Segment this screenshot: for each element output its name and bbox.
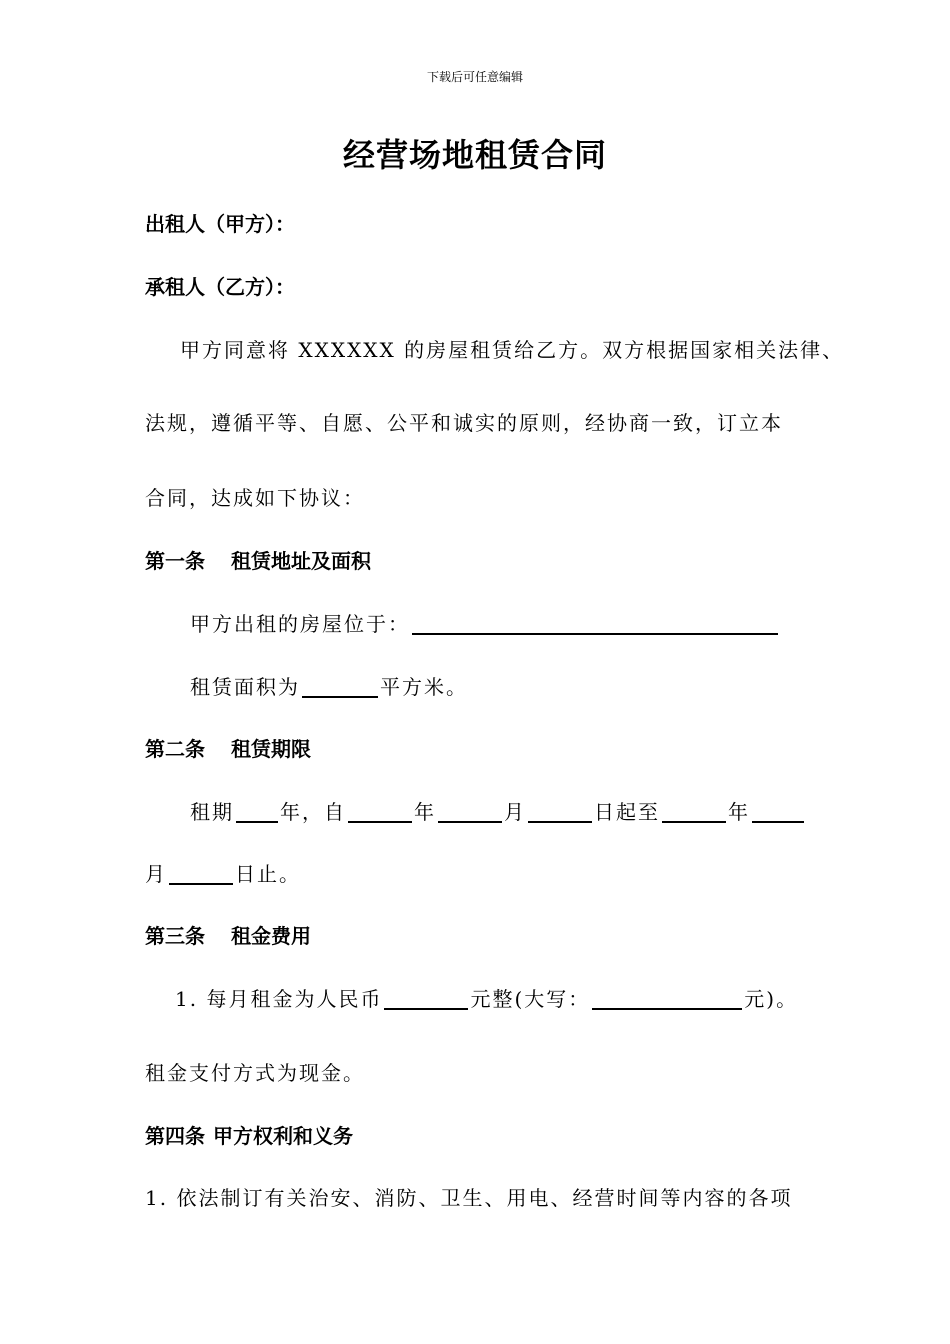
end-day-label: 日止。 xyxy=(235,862,301,886)
term-prefix: 租期 xyxy=(190,800,234,824)
area-blank[interactable] xyxy=(302,674,378,698)
article-1-heading xyxy=(145,545,371,574)
article-4-heading xyxy=(145,1120,353,1149)
rent-prefix: 1. 每月租金为人民币 xyxy=(175,987,383,1011)
article-3-title: 租金费用 xyxy=(231,924,311,948)
article-4-item-1: 1. 依法制订有关治安、消防、卫生、用电、经营时间等内容的各项 xyxy=(145,1186,793,1210)
intro-line-1: 甲方同意将 XXXXXX 的房屋租赁给乙方。双方根据国家相关法律、 xyxy=(180,338,845,362)
location-blank[interactable] xyxy=(412,611,778,635)
article-2-term-line xyxy=(190,796,806,825)
end-year-label: 年 xyxy=(728,800,750,824)
header-note: 下载后可任意编辑 xyxy=(426,70,523,84)
rent-mid: 元整(大写： xyxy=(470,987,591,1011)
rent-uppercase-blank[interactable] xyxy=(592,986,742,1010)
lessor-line: 出租人（甲方）： xyxy=(145,212,295,236)
end-day-blank[interactable] xyxy=(169,861,233,885)
start-year-blank[interactable] xyxy=(348,799,412,823)
article-2-title: 租赁期限 xyxy=(231,737,311,761)
area-prefix: 租赁面积为 xyxy=(190,675,300,699)
article-4-title: 甲方权利和义务 xyxy=(213,1124,353,1148)
start-month-blank[interactable] xyxy=(438,799,502,823)
article-3-heading xyxy=(145,920,311,949)
article-3-payment: 租金支付方式为现金。 xyxy=(145,1061,365,1085)
area-suffix: 平方米。 xyxy=(380,675,468,699)
location-label: 甲方出租的房屋位于： xyxy=(190,612,410,636)
article-3-number: 第三条 xyxy=(145,924,205,948)
rent-amount-blank[interactable] xyxy=(384,986,468,1010)
intro-line-3: 合同，达成如下协议： xyxy=(145,486,365,510)
intro-line-2: 法规，遵循平等、自愿、公平和诚实的原则，经协商一致，订立本 xyxy=(145,411,783,435)
article-1-location xyxy=(190,608,780,637)
end-month-blank-start[interactable] xyxy=(752,799,804,823)
end-year-blank[interactable] xyxy=(662,799,726,823)
article-2-number: 第二条 xyxy=(145,737,205,761)
term-from: 年，自 xyxy=(280,800,346,824)
article-1-title: 租赁地址及面积 xyxy=(231,549,371,573)
term-years-blank[interactable] xyxy=(236,799,278,823)
rent-suffix: 元)。 xyxy=(744,987,799,1011)
article-2-term-line-2 xyxy=(145,858,301,887)
start-year-label: 年 xyxy=(414,800,436,824)
article-4-number: 第四条 xyxy=(145,1124,205,1148)
start-month-label: 月 xyxy=(504,800,526,824)
document-title: 经营场地租赁合同 xyxy=(342,136,607,174)
article-1-area xyxy=(190,671,468,700)
lessee-line: 承租人（乙方）： xyxy=(145,275,295,299)
start-to-label: 日起至 xyxy=(594,800,660,824)
article-3-rent-line xyxy=(175,983,798,1012)
article-1-number: 第一条 xyxy=(145,549,205,573)
end-month-label: 月 xyxy=(145,862,167,886)
start-day-blank[interactable] xyxy=(528,799,592,823)
article-2-heading xyxy=(145,733,311,762)
